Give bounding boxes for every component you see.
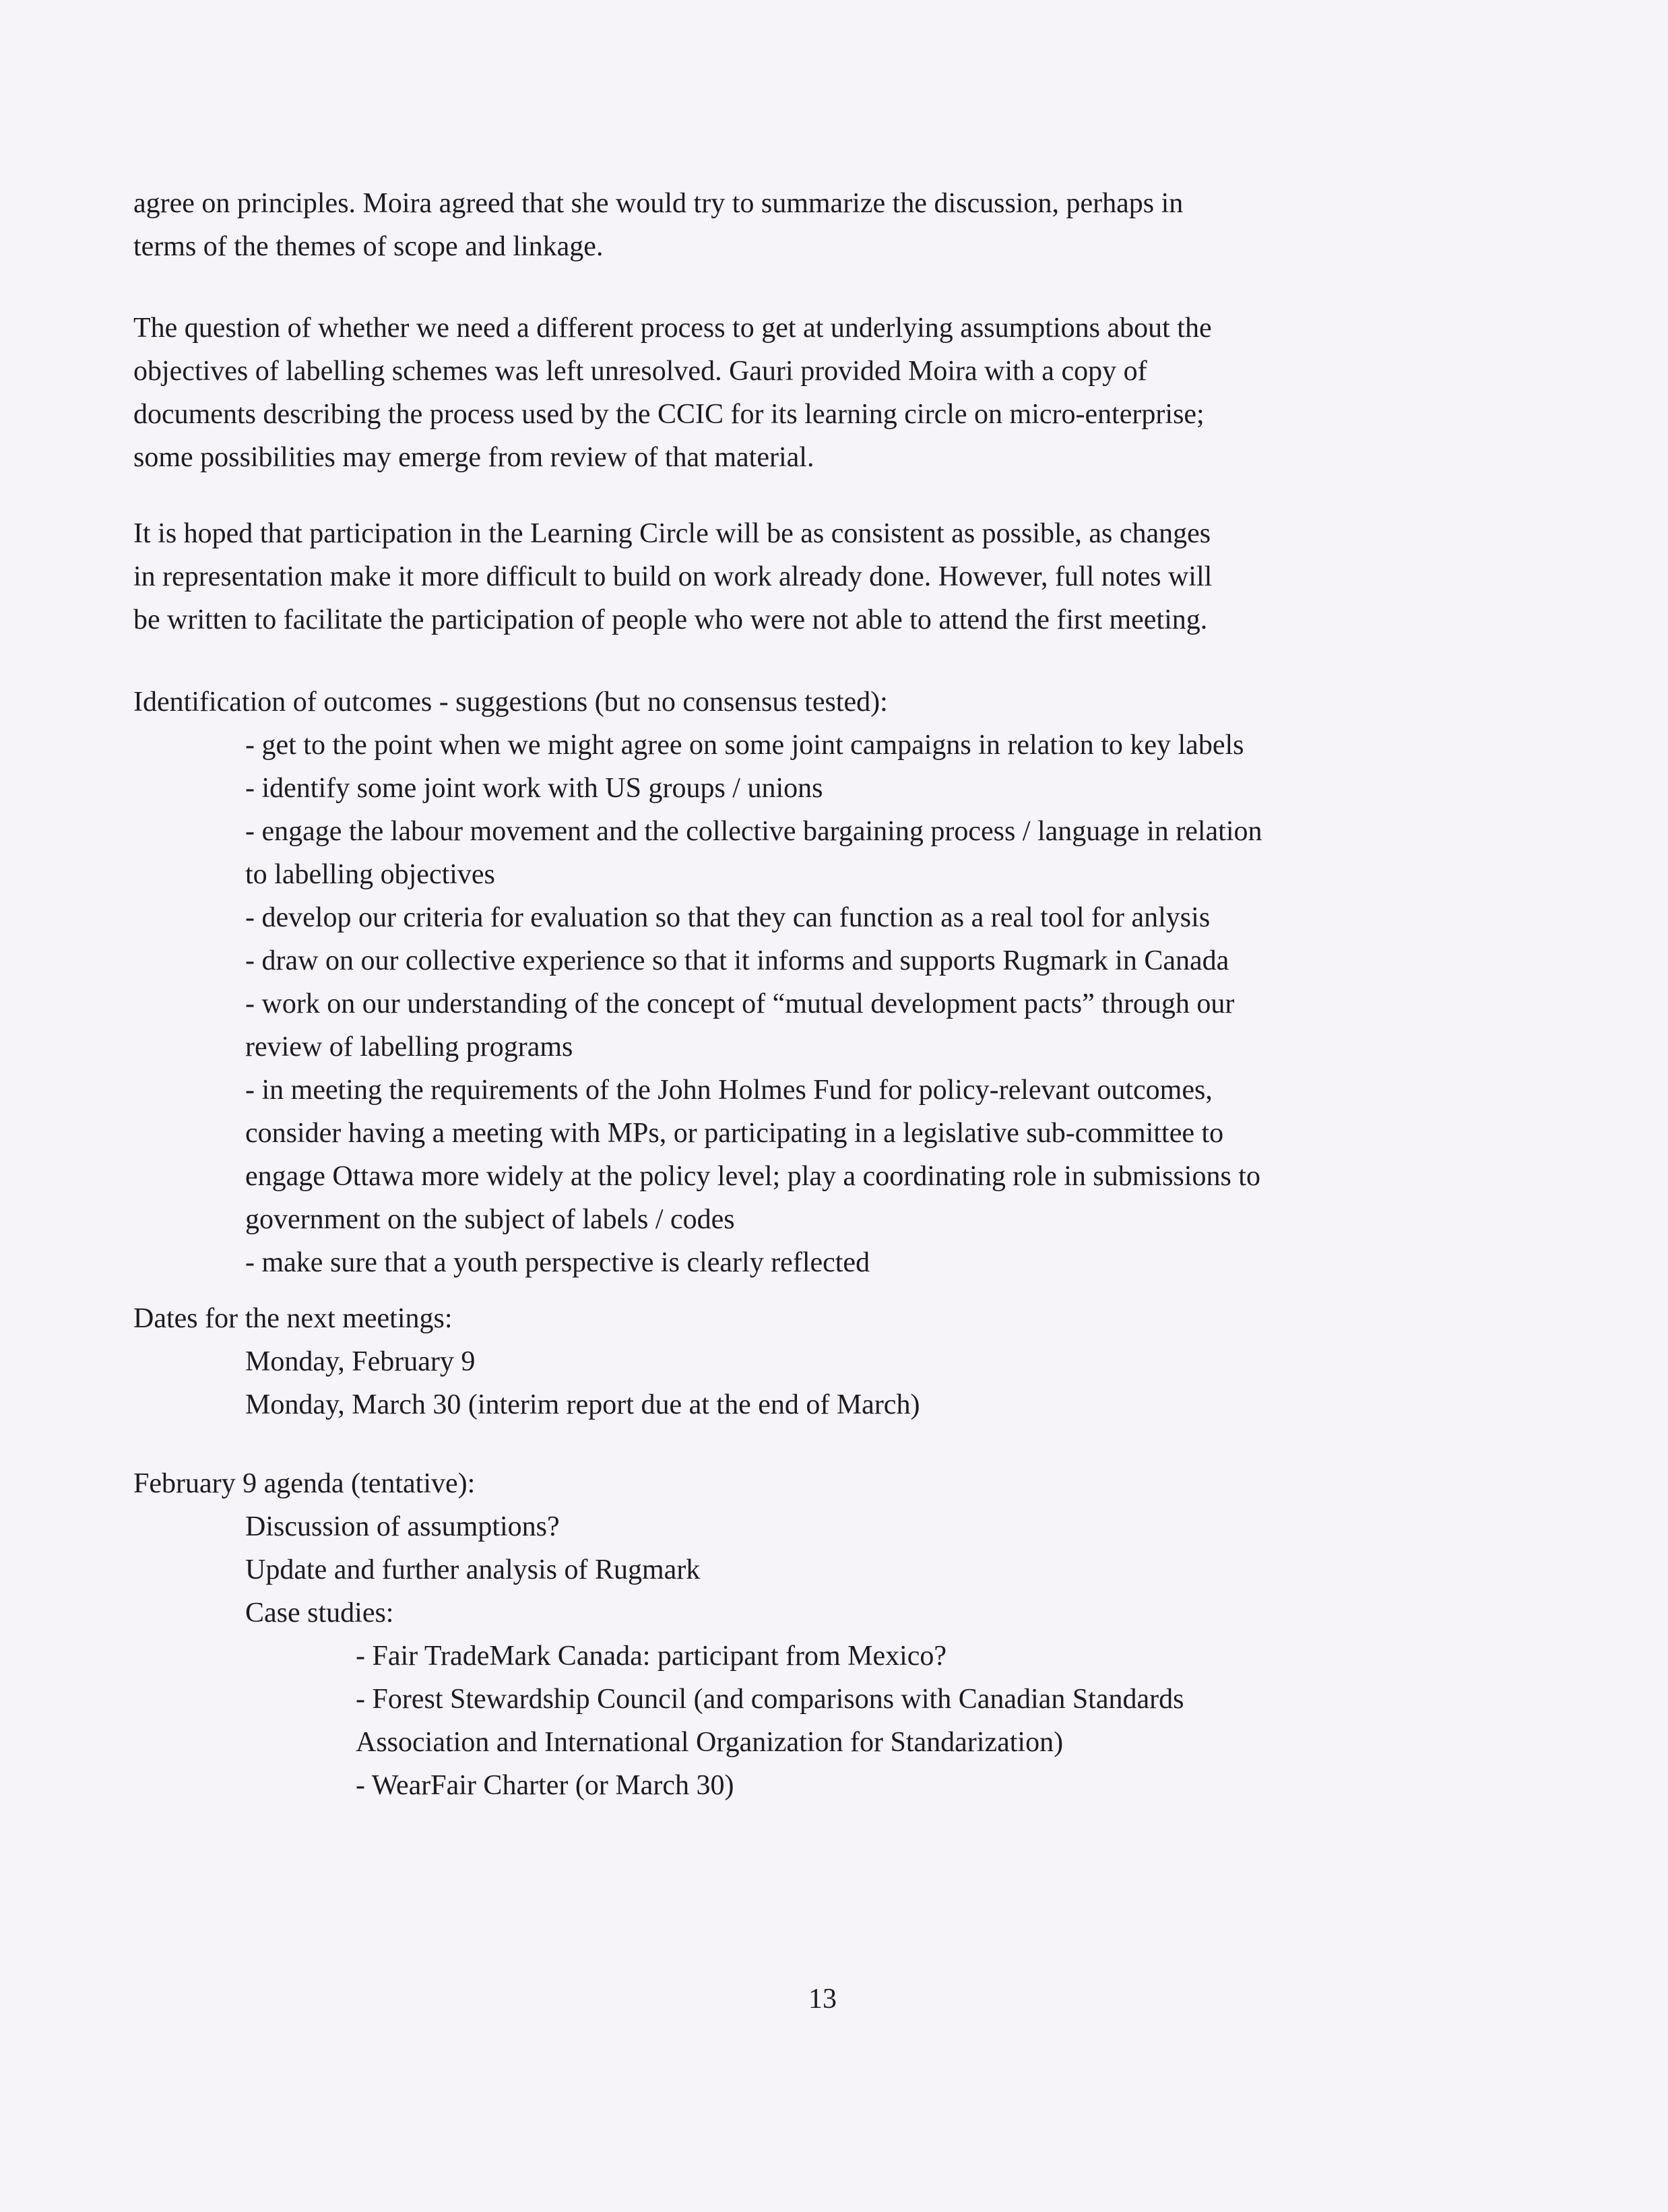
list-item: - get to the point when we might agree on some joint campaigns in relation to key labels — [245, 730, 1244, 761]
text-line: be written to facilitate the participation of people who were not able to attend the first meeting. — [133, 604, 1208, 635]
paragraph-2 — [133, 307, 1521, 479]
text-line: terms of the themes of scope and linkage. — [133, 231, 604, 262]
list-item: Monday, February 9 — [245, 1346, 476, 1377]
text-line: documents describing the process used by the CCIC for its learning circle on micro-enterprise; — [133, 399, 1205, 430]
list-item: - draw on our collective experience so that it informs and supports Rugmark in Canada — [245, 945, 1229, 976]
list-item: - in meeting the requirements of the John Holmes Fund for policy-relevant outcomes, — [245, 1075, 1213, 1106]
case-studies-list — [133, 1635, 1521, 1807]
list-item: - WearFair Charter (or March 30) — [356, 1770, 734, 1801]
outcomes-heading: Identification of outcomes - suggestions (but no consensus tested): — [133, 687, 888, 718]
text-line: The question of whether we need a different process to get at underlying assumptions about the — [133, 313, 1212, 344]
list-item: Case studies: — [245, 1598, 394, 1629]
text-line: objectives of labelling schemes was left unresolved. Gauri provided Moira with a copy of — [133, 356, 1147, 387]
text-line: in representation make it more difficult to build on work already done. However, full notes will — [133, 561, 1213, 592]
list-item: - identify some joint work with US groups / unions — [245, 773, 823, 804]
paragraph-1 — [133, 182, 1521, 268]
dates-section — [133, 1297, 1521, 1426]
agenda-list — [133, 1505, 1521, 1635]
agenda-heading: February 9 agenda (tentative): — [133, 1468, 476, 1499]
list-item: - work on our understanding of the concept of “mutual development pacts” through our — [245, 988, 1235, 1019]
list-item: Update and further analysis of Rugmark — [245, 1554, 701, 1585]
list-item: - make sure that a youth perspective is clearly reflected — [245, 1247, 870, 1278]
agenda-section — [133, 1462, 1521, 1807]
list-item: Discussion of assumptions? — [245, 1511, 560, 1542]
list-item: - Fair TradeMark Canada: participant from Mexico? — [356, 1641, 947, 1672]
dates-list — [133, 1340, 1521, 1426]
outcomes-section — [133, 681, 1521, 1284]
list-item: to labelling objectives — [245, 859, 495, 890]
text-line: some possibilities may emerge from review of that material. — [133, 442, 814, 473]
list-item: - Forest Stewardship Council (and comparisons with Canadian Standards — [356, 1684, 1184, 1715]
outcomes-list — [133, 724, 1521, 1284]
dates-heading: Dates for the next meetings: — [133, 1303, 453, 1334]
list-item: Association and International Organization for Standarization) — [356, 1727, 1064, 1758]
list-item: engage Ottawa more widely at the policy level; play a coordinating role in submissions to — [245, 1161, 1260, 1192]
list-item: Monday, March 30 (interim report due at the end of March) — [245, 1389, 920, 1420]
paragraph-3 — [133, 512, 1521, 641]
list-item: government on the subject of labels / codes — [245, 1204, 735, 1235]
list-item: - engage the labour movement and the collective bargaining process / language in relation — [245, 816, 1262, 847]
page-number: 13 — [808, 1984, 837, 2015]
list-item: consider having a meeting with MPs, or participating in a legislative sub-committee to — [245, 1118, 1224, 1149]
text-line: It is hoped that participation in the Learning Circle will be as consistent as possible, as changes — [133, 518, 1211, 549]
text-line: agree on principles. Moira agreed that she would try to summarize the discussion, perhaps in — [133, 188, 1184, 219]
list-item: review of labelling programs — [245, 1032, 573, 1063]
list-item: - develop our criteria for evaluation so that they can function as a real tool for anlysis — [245, 902, 1211, 933]
